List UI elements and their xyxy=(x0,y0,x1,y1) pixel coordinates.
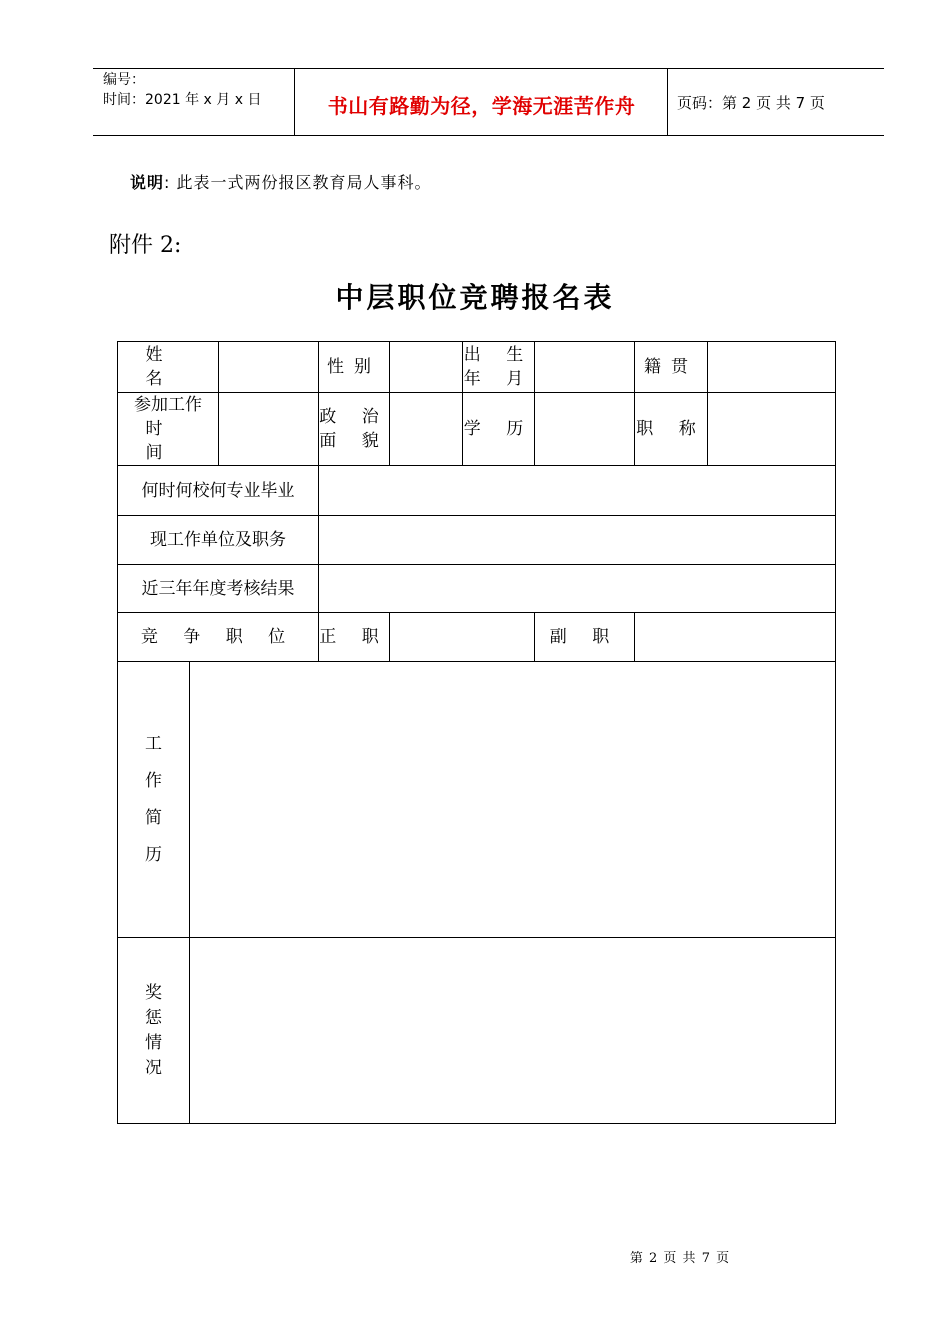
title-rank-field[interactable] xyxy=(708,393,836,466)
native-place-label: 籍贯 xyxy=(635,342,708,393)
form-row-work xyxy=(118,393,836,466)
form-row-assessment xyxy=(118,565,836,613)
doc-time-label: 时间：2021 年 x 月 x 日 xyxy=(103,92,262,108)
awards-label: 奖 惩 情 况 xyxy=(118,938,190,1124)
header-motto: 书山有路勤为径，学海无涯苦作舟 xyxy=(327,94,636,118)
deputy-field[interactable] xyxy=(635,613,836,662)
political-status-label: 政 治 面 貌 xyxy=(319,393,390,466)
chief-label: 正 职 xyxy=(319,613,390,662)
political-status-field[interactable] xyxy=(390,393,463,466)
resume-field[interactable] xyxy=(190,662,836,938)
header-top-rule xyxy=(93,68,884,69)
form-title: 中层职位竞聘报名表 xyxy=(335,281,615,314)
native-place-field[interactable] xyxy=(708,342,836,393)
name-label: 姓 名 xyxy=(118,342,219,393)
form-row-resume xyxy=(118,662,836,938)
header-meta xyxy=(103,70,261,110)
birth-field[interactable] xyxy=(535,342,635,393)
annex-label: 附件 2: xyxy=(109,233,182,258)
form-row-graduation xyxy=(118,466,836,516)
birth-label: 出 生 年 月 xyxy=(463,342,535,393)
assessment-field[interactable] xyxy=(319,565,836,613)
header-bottom-rule xyxy=(93,135,884,136)
education-field[interactable] xyxy=(535,393,635,466)
name-field[interactable] xyxy=(219,342,319,393)
form-row-basic xyxy=(118,342,836,393)
registration-form xyxy=(117,341,836,1124)
header-divider xyxy=(294,68,295,136)
education-label: 学 历 xyxy=(463,393,535,466)
title-rank-label: 职 称 xyxy=(635,393,708,466)
assessment-label: 近三年年度考核结果 xyxy=(118,565,319,613)
note-text: : 此表一式两份报区教育局人事科。 xyxy=(164,173,432,192)
doc-number-label: 编号： xyxy=(103,72,145,88)
form-row-awards xyxy=(118,938,836,1124)
note-line xyxy=(130,170,432,193)
header-page-label: 页码：第 2 页 共 7 页 xyxy=(677,94,825,112)
graduation-field[interactable] xyxy=(319,466,836,516)
work-start-label: 参加工作 时 间 xyxy=(118,393,219,466)
note-label: 说明 xyxy=(130,173,165,192)
gender-field[interactable] xyxy=(390,342,463,393)
awards-field[interactable] xyxy=(190,938,836,1124)
chief-field[interactable] xyxy=(390,613,535,662)
form-row-unit xyxy=(118,516,836,565)
current-unit-field[interactable] xyxy=(319,516,836,565)
gender-label: 性别 xyxy=(319,342,390,393)
compete-position-label: 竞 争 职 位 xyxy=(118,613,319,662)
deputy-label: 副 职 xyxy=(535,613,635,662)
resume-label: 工 作 简 历 xyxy=(118,662,190,938)
header-divider xyxy=(667,68,668,136)
graduation-label: 何时何校何专业毕业 xyxy=(118,466,319,516)
page-footer: 第 2 页 共 7 页 xyxy=(629,1251,731,1266)
work-start-field[interactable] xyxy=(219,393,319,466)
current-unit-label: 现工作单位及职务 xyxy=(118,516,319,565)
form-row-position xyxy=(118,613,836,662)
